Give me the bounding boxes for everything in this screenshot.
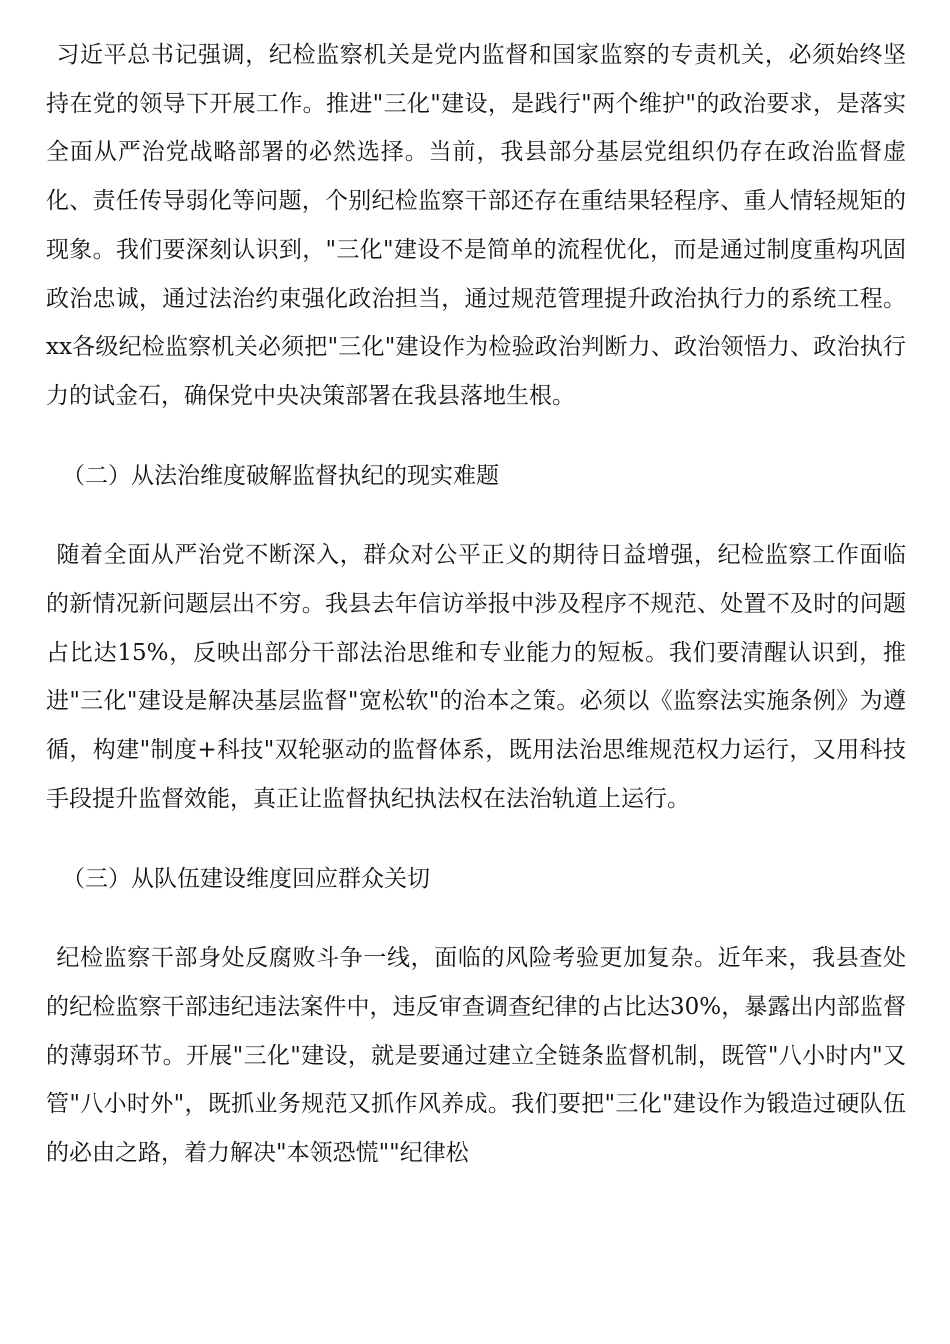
paragraph-gap — [46, 903, 906, 934]
paragraph-gap — [46, 824, 906, 855]
body-paragraph-3: 纪检监察干部身处反腐败斗争一线，面临的风险考验更加复杂。近年来，我县查处的纪检监察干部违纪违法案件中，违反审查调查纪律的占比达30%，暴露出内部监督的薄弱环节。开展"三化"建设，就是要通过建立全链条监督机制，既管"八小时内"又管"八小时外"，既抓业务规范又抓作风养成。我们要把"三化"建设作为锻造过硬队伍的必由之路，着力解决"本领恐慌""纪律松 — [46, 945, 906, 1167]
paragraph-gap — [46, 500, 906, 531]
body-paragraph-2: 随着全面从严治党不断深入，群众对公平正义的期待日益增强，纪检监察工作面临的新情况新问题层出不穷。我县去年信访举报中涉及程序不规范、处置不及时的问题占比达15%，反映出部分干部法治思维和专业能力的短板。我们要清醒认识到，推进"三化"建设是解决基层监督"宽松软"的治本之策。必须以《监察法实施条例》为遵循，构建"制度+科技"双轮驱动的监督体系，既用法治思维规范权力运行，又用科技手段提升监督效能，真正让监督执纪执法权在法治轨道上运行。 — [46, 542, 906, 812]
document-page — [46, 31, 906, 1178]
paragraph-gap — [46, 421, 906, 452]
section-heading-3: （三）从队伍建设维度回应群众关切 — [62, 865, 430, 892]
section-heading-2: （二）从法治维度破解监督执纪的现实难题 — [62, 462, 499, 489]
body-paragraph-1: 习近平总书记强调，纪检监察机关是党内监督和国家监察的专责机关，必须始终坚持在党的领导下开展工作。推进"三化"建设，是践行"两个维护"的政治要求，是落实全面从严治党战略部署的必然选择。当前，我县部分基层党组织仍存在政治监督虚化、责任传导弱化等问题，个别纪检监察干部还存在重结果轻程序、重人情轻规矩的现象。我们要深刻认识到，"三化"建设不是简单的流程优化，而是通过制度重构巩固政治忠诚，通过法治约束强化政治担当，通过规范管理提升政治执行力的系统工程。xx各级纪检监察机关必须把"三化"建设作为检验政治判断力、政治领悟力、政治执行力的试金石，确保党中央决策部署在我县落地生根。 — [46, 42, 906, 409]
